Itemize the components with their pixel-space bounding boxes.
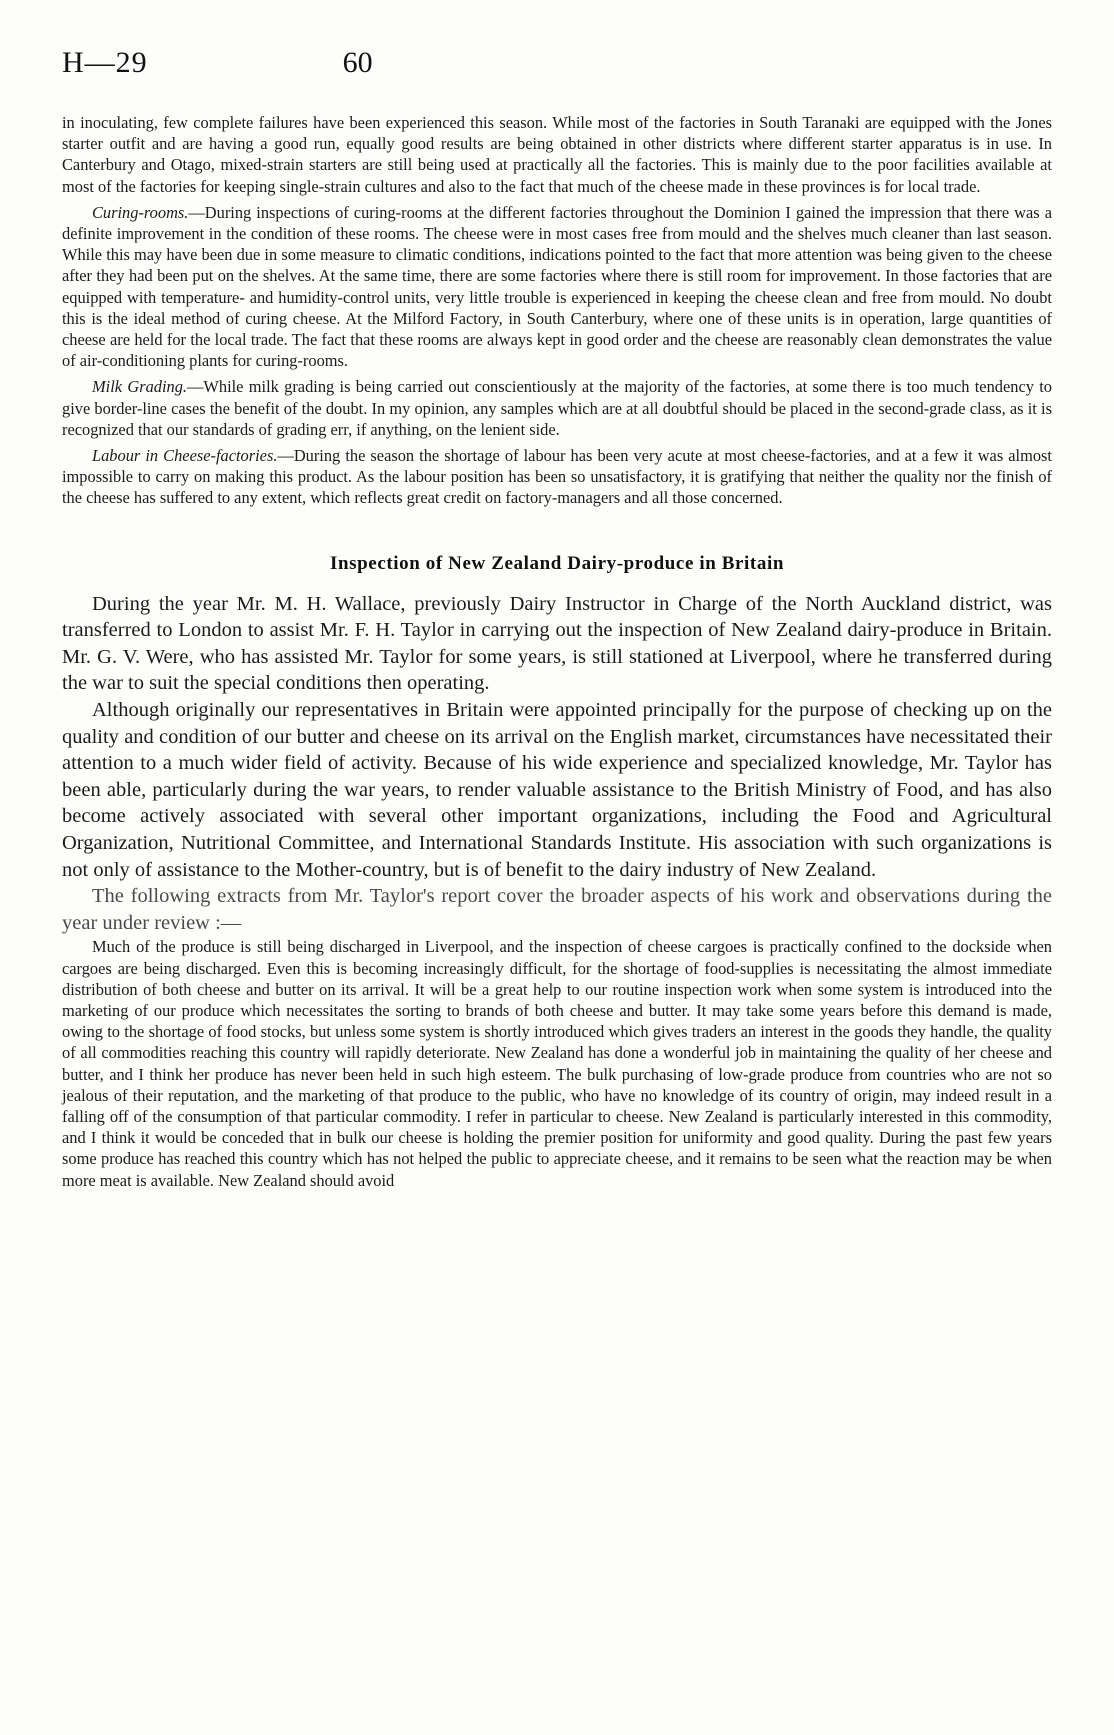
paragraph-text: Although originally our representatives in Britain were appointed principally for the purpose of checking up on the quality and condition of our butter and cheese on its arrival on the English market, circumstances have necessitated their attention to a much wider field of activity. Because of his wide experience and specialized knowledge, Mr. Taylor has been able, particularly during the war years, to render valuable assistance to the British Ministry of Food, and has also become actively associated with several other important organizations, including the Food and Agricultural Organization, Nutritional Committee, and International Standards Institute. His association with such organizations is not only of assistance to the Mother-country, but is of benefit to the dairy industry of New Zealand. [62,699,1052,881]
paragraph-text: —While milk grading is being carried out conscientiously at the majority of the factories, at some there is too much tendency to give border-line cases the benefit of the doubt. In my opinion, any samples which are at all doubtful should be placed in the second-grade class, as it is recognized that our standards of grading err, if anything, on the lenient side. [62,377,1052,439]
paragraph-labour-cheese-factories [62,445,1052,509]
paragraph-milk-grading [62,376,1052,440]
paragraph-representatives-britain [62,697,1052,883]
section-heading-inspection: Inspection of New Zealand Dairy-produce in Britain [329,552,784,574]
page-header [62,46,662,80]
page-number: 60 [342,46,373,79]
paragraph-curing-rooms [62,202,1052,372]
paragraph-continuation [62,112,1052,197]
paragraph-lead-in-labour: Labour in Cheese-factories. [92,446,278,466]
paragraph-text: in inoculating, few complete failures have been experienced this season. While most of the factories in South Taranaki are equipped with the Jones starter outfit and are having a good run, equally good results are being obtained in other districts where different starter apparatus is in use. In Canterbury and Otago, mixed-strain starters are still being used at practically all the factories. This is mainly due to the poor facilities available at most of the factories for keeping single-strain cultures and also to the fact that much of the cheese made in these provinces is for local trade. [62,113,1052,196]
paragraph-taylor-extract [62,936,1052,1190]
paragraph-lead-in-milk-grading: Milk Grading. [92,377,188,397]
paragraph-text: Much of the produce is still being discharged in Liverpool, and the inspection of cheese cargoes is practically confined to the dockside when cargoes are being discharged. Even this is becoming increasingly difficult, for the shortage of food-supplies is necessitating the almost immediate distribution of both cheese and butter on its arrival. It will be a great help to our routine inspection work when some system is introduced into the marketing of our produce which necessitates the sorting to brands of both cheese and butter. It may take some years before this demand is made, owing to the shortage of food stocks, but unless some system is shortly introduced which gives traders an interest in the goods they handle, the quality of all commodities reaching this country will rapidly deteriorate. New Zealand has done a wonderful job in maintaining the quality of her cheese and butter, and I think her produce has never been held in such high esteem. The bulk purchasing of low-grade produce from countries who are not so jealous of their reputation, and the marketing of that produce to the public, who have no knowledge of its country of origin, may indeed result in a falling off of the consumption of that particular commodity. I refer in particular to cheese. New Zealand is particularly interested in this commodity, and I think it would be conceded that in bulk our cheese is holding the premier position for uniformity and good quality. During the past few years some produce has reached this country which has not helped the public to appreciate cheese, and it remains to be seen what the reaction may be when more meat is available. New Zealand should avoid [62,937,1052,1190]
paragraph-extracts-intro [62,883,1052,936]
paragraph-text: The following extracts from Mr. Taylor's report cover the broader aspects of his work and observations during the year under review :— [62,885,1052,934]
paragraph-wallace-transfer [62,591,1052,697]
paragraph-text: During the year Mr. M. H. Wallace, previously Dairy Instructor in Charge of the North Auckland district, was transferred to London to assist Mr. F. H. Taylor in carrying out the inspection of New Zealand dairy-produce in Britain. Mr. G. V. Were, who has assisted Mr. Taylor for some years, is still stationed at Liverpool, where he transferred during the war to suit the special conditions then operating. [62,592,1052,695]
paragraph-text: —During the season the shortage of labour has been very acute at most cheese-factories, and at a few it was almost impossible to carry on making this product. As the labour position has been so unsatisfactory, it is gratifying that neither the quality nor the finish of the cheese has suffered to any extent, which reflects great credit on factory-managers and all those concerned. [62,446,1052,508]
paragraph-lead-in-curing-rooms: Curing-rooms. [92,202,189,222]
paragraph-text: —During inspections of curing-rooms at the different factories throughout the Dominion I gained the impression that there was a definite improvement in the condition of these rooms. The cheese were in most cases free from mould and the shelves much cleaner than last season. While this may have been due in some measure to climatic conditions, indications pointed to the fact that more attention was being given to the cheese after they had been put on the shelves. At the same time, there are some factories where there is still room for improvement. In those factories that are equipped with temperature- and humidity-control units, very little trouble is experienced in keeping the cheese clean and free from mould. No doubt this is the ideal method of curing cheese. At the Milford Factory, in South Canterbury, where one of these units is in operation, large quantities of cheese are held for the local trade. The fact that these rooms are always kept in good order and the cheese are reasonably clean demonstrates the value of air-conditioning plants for curing-rooms. [62,202,1052,371]
document-id: H—29 [62,46,148,79]
document-body [62,112,1052,1196]
